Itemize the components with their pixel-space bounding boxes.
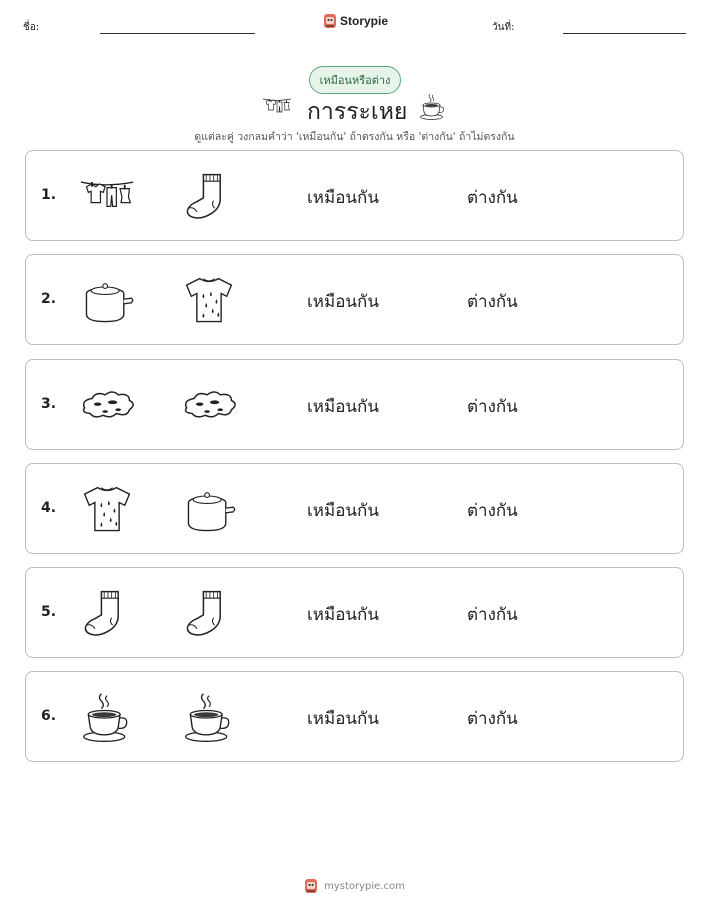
question-number: 3.	[41, 396, 57, 412]
wet-shirt-icon	[79, 482, 135, 538]
brand	[323, 13, 388, 29]
question-row	[25, 359, 684, 450]
brand-name: Storypie	[340, 14, 389, 28]
storypie-logo-icon	[304, 878, 318, 894]
date-line[interactable]	[563, 33, 686, 34]
question-number: 4.	[41, 500, 57, 516]
same-option[interactable]: เหมือนกัน	[307, 501, 379, 521]
puddle-icon	[79, 378, 135, 434]
different-option[interactable]: ต่างกัน	[467, 709, 518, 729]
question-number: 2.	[41, 291, 57, 307]
sock-icon	[79, 586, 135, 642]
storypie-logo-icon	[323, 13, 337, 29]
name-line[interactable]	[100, 33, 255, 34]
hot-cup-icon	[418, 92, 448, 122]
instructions: ดูแต่ละคู่ วงกลมคำว่า 'เหมือนกัน' ถ้าตรงกัน หรือ 'ต่างกัน' ถ้าไม่ตรงกัน	[194, 131, 515, 143]
different-option[interactable]: ต่างกัน	[467, 292, 518, 312]
hot-cup-icon	[181, 690, 237, 746]
date-label: วันที่:	[492, 22, 515, 33]
same-option[interactable]: เหมือนกัน	[307, 188, 379, 208]
wet-shirt-icon	[181, 273, 237, 329]
same-option[interactable]: เหมือนกัน	[307, 397, 379, 417]
puddle-icon	[181, 378, 237, 434]
footer	[0, 878, 709, 894]
title-row	[0, 92, 709, 126]
sock-icon	[181, 169, 237, 225]
same-option[interactable]: เหมือนกัน	[307, 605, 379, 625]
question-row	[25, 671, 684, 762]
pot-icon	[181, 482, 237, 538]
question-number: 1.	[41, 187, 57, 203]
question-row	[25, 463, 684, 554]
different-option[interactable]: ต่างกัน	[467, 501, 518, 521]
different-option[interactable]: ต่างกัน	[467, 605, 518, 625]
question-row	[25, 254, 684, 345]
same-option[interactable]: เหมือนกัน	[307, 292, 379, 312]
question-number: 6.	[41, 708, 57, 724]
page-title: การระเหย	[307, 99, 408, 125]
clothesline-icon	[79, 169, 135, 225]
name-label: ชื่อ:	[23, 22, 40, 33]
topic-badge: เหมือนหรือต่าง	[309, 66, 401, 94]
different-option[interactable]: ต่างกัน	[467, 397, 518, 417]
pot-icon	[79, 273, 135, 329]
question-number: 5.	[41, 604, 57, 620]
hot-cup-icon	[79, 690, 135, 746]
question-row	[25, 150, 684, 241]
question-row	[25, 567, 684, 658]
footer-url[interactable]: mystorypie.com	[324, 880, 405, 892]
different-option[interactable]: ต่างกัน	[467, 188, 518, 208]
same-option[interactable]: เหมือนกัน	[307, 709, 379, 729]
clothesline-icon	[261, 96, 293, 116]
sock-icon	[181, 586, 237, 642]
